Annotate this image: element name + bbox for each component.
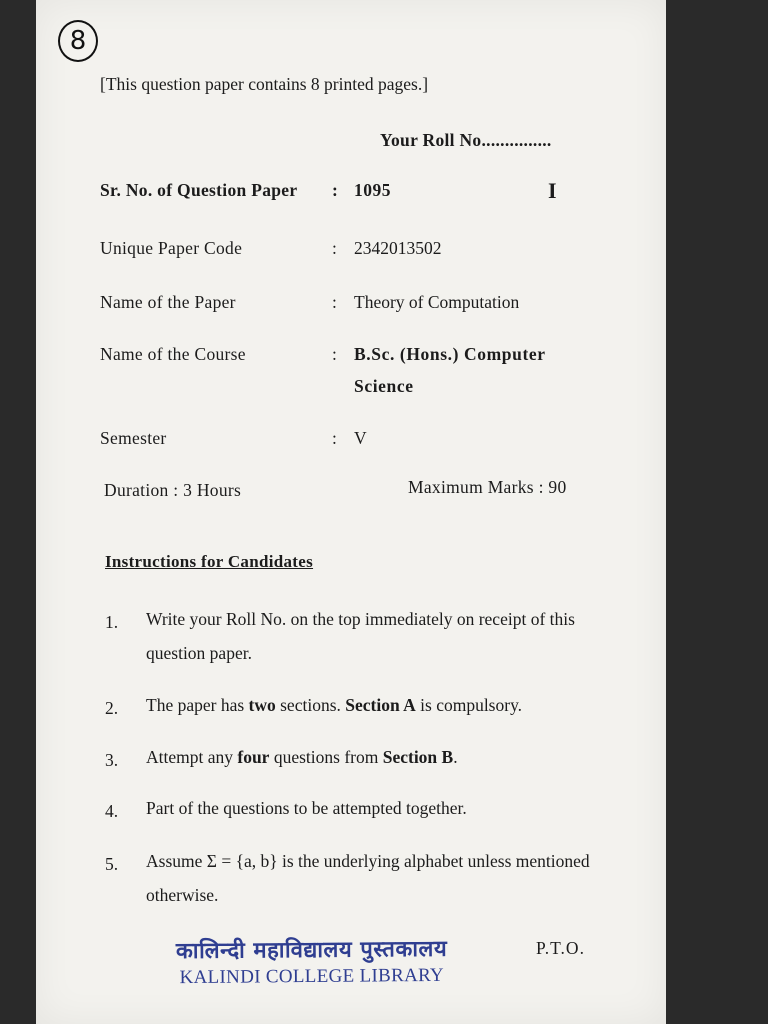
handwritten-page-number: 8: [58, 20, 98, 62]
instruction-emphasis: two: [248, 695, 276, 715]
detail-colon: :: [332, 238, 337, 258]
instruction-text-part: The paper has: [146, 695, 249, 715]
detail-value-paper-code: 2342013502: [354, 238, 442, 258]
printed-pages-note: [This question paper contains 8 printed pages.]: [100, 74, 429, 94]
library-stamp-hindi: कालिन्दी महाविद्यालय पुस्तकालय: [175, 936, 448, 965]
instruction-emphasis: four: [237, 747, 270, 767]
detail-label-semester: Semester: [100, 428, 167, 448]
question-paper-page: [36, 0, 666, 1024]
detail-label-paper-code: Unique Paper Code: [100, 238, 243, 258]
detail-value-course-cont: Science: [354, 376, 414, 396]
pto-label: P.T.O.: [536, 938, 585, 958]
max-marks-text: Maximum Marks : 90: [408, 477, 567, 497]
detail-label-paper-name: Name of the Paper: [100, 292, 236, 312]
library-stamp: [176, 933, 448, 989]
detail-value-semester: V: [354, 428, 367, 448]
instruction-text-part: questions from: [269, 747, 383, 767]
detail-colon: :: [332, 180, 338, 200]
instructions-heading: Instructions for Candidates: [105, 552, 314, 571]
instruction-text-part: .: [453, 747, 458, 767]
instruction-text-part: Attempt any: [146, 747, 238, 767]
instruction-number: 3.: [105, 750, 119, 770]
instruction-emphasis: Section B: [382, 747, 454, 767]
instruction-text: [146, 740, 616, 774]
instruction-text: Assume Σ = {a, b} is the underlying alphabet unless mentioned otherwise.: [146, 851, 590, 905]
detail-value-course: B.Sc. (Hons.) Computer: [354, 344, 546, 364]
instruction-number: 1.: [105, 612, 119, 632]
instruction-text-part: sections.: [275, 695, 346, 715]
instruction-emphasis: Section A: [345, 695, 416, 715]
section-label: I: [548, 178, 557, 203]
library-stamp-english: KALINDI COLLEGE LIBRARY: [179, 964, 445, 989]
instruction-text-part: is compulsory.: [415, 695, 523, 715]
detail-value-serial: 1095: [354, 180, 391, 200]
duration-text: Duration : 3 Hours: [104, 480, 242, 500]
instruction-number: 4.: [105, 801, 119, 821]
detail-colon: :: [332, 428, 337, 448]
detail-colon: :: [332, 292, 337, 312]
detail-value-paper-name: Theory of Computation: [354, 292, 520, 312]
detail-colon: :: [332, 344, 337, 364]
detail-label-serial: Sr. No. of Question Paper: [100, 180, 298, 200]
instruction-number: 5.: [105, 854, 119, 874]
instruction-text: [146, 688, 616, 722]
roll-number-field: Your Roll No...............: [380, 130, 552, 150]
instruction-text: Part of the questions to be attempted together.: [146, 798, 467, 818]
instruction-text: Write your Roll No. on the top immediately on receipt of this question paper.: [146, 609, 575, 663]
detail-label-course: Name of the Course: [100, 344, 246, 364]
instruction-number: 2.: [105, 698, 119, 718]
